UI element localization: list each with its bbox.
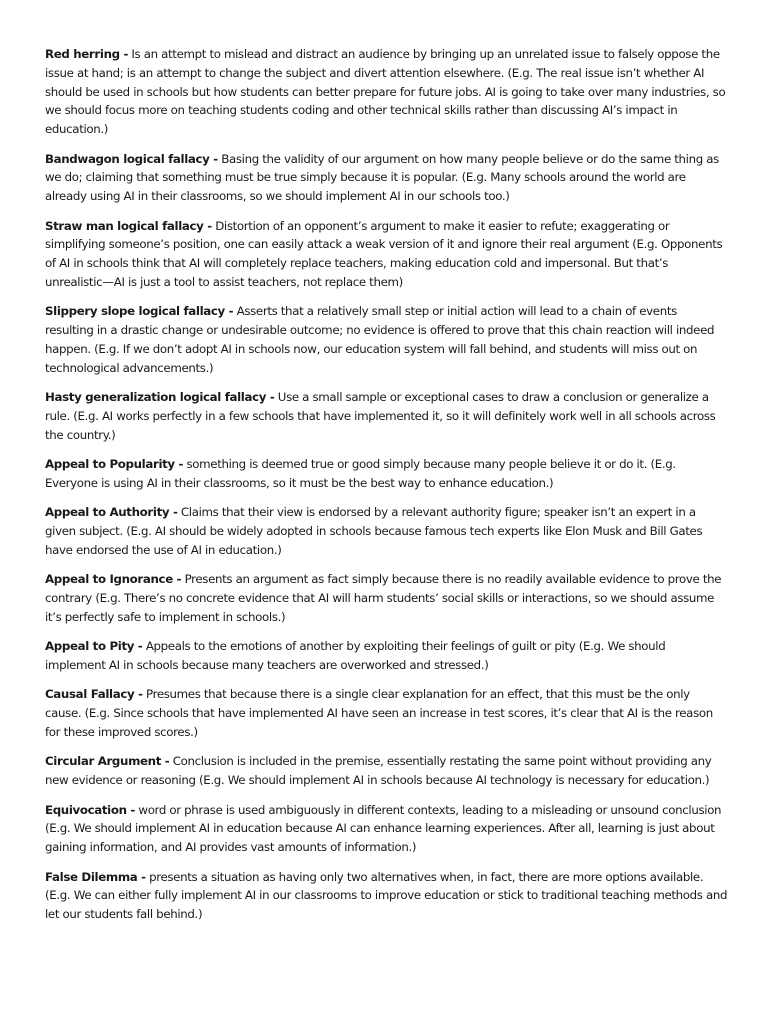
entry-definition: Presents an argument as fact simply because there is no readily available evidence to prove the contrary (E.g. There’s no concrete evidence that AI will harm students’ social skills or interactions, so we should assume it’s perfectly safe to implement in schools.) (45, 572, 722, 624)
entry-definition: Appeals to the emotions of another by exploiting their feelings of guilt or pity (E.g. We should implement AI in schools because many teachers are overworked and stressed.) (45, 639, 666, 673)
entry-definition: word or phrase is used ambiguously in different contexts, leading to a misleading or unsound conclusion (E.g. We should implement AI in education because AI can enhance learning experiences. After all, learning is just about gaining information, and AI provides vast amounts of information.) (45, 802, 722, 855)
entry-term: Red herring - (45, 47, 129, 61)
entry-definition: Distortion of an opponent’s argument to make it easier to refute; exaggerating or simplifying someone’s position, one can easily attack a weak version of it and ignore their real argument (E.g. Opponents of AI in schools think that AI will completely replace teachers, making education cold and impersonal. But that’s unrealistic—AI is just a tool to assist teachers, not replace them) (45, 218, 723, 289)
entry-term: Equivocation - (45, 802, 135, 817)
entry-definition: Asserts that a relatively small step or initial action will lead to a chain of events resulting in a drastic change or undesirable outcome; no evidence is offered to prove that this chain reaction will indeed happen. (E.g. If we don’t adopt AI in schools now, our education system will fall behind, and students will miss out on technological advancements.) (45, 304, 715, 375)
entry-term: Circular Argument - (45, 754, 170, 769)
entry-appeal-to-popularity (45, 455, 728, 493)
entry-equivocation (45, 801, 728, 857)
entry-circular-argument (45, 752, 728, 790)
entry-definition: Presumes that because there is a single clear explanation for an effect, that this must be the only cause. (E.g. Since schools that have implemented AI have seen an increase in test scores, it’s clear that AI is the reason for these improved scores.) (45, 687, 713, 740)
entry-false-dilemma (45, 868, 728, 924)
entry-definition: Is an attempt to mislead and distract an audience by bringing up an unrelated issue to falsely oppose the issue at hand; is an attempt to change the subject and divert attention elsewhere. (E.g. The real issue isn’t whether AI should be used in schools but how students can better prepare for future jobs. AI is going to take over many industries, so we should focus more on teaching students coding and other technical skills rather than discussing AI’s impact in education.) (45, 47, 726, 137)
entry-slippery-slope (45, 302, 728, 377)
entry-straw-man (45, 217, 728, 292)
entry-definition: something is deemed true or good simply because many people believe it or do it. (E.g. Everyone is using AI in their classrooms, so it must be the best way to enhance education.) (45, 457, 676, 490)
entry-definition: Claims that their view is endorsed by a relevant authority figure; speaker isn’t an expert in a given subject. (E.g. AI should be widely adopted in schools because famous tech experts like Elon Musk and Bill Gates have endorsed the use of AI in education.) (45, 505, 703, 557)
entry-hasty-generalization (45, 388, 728, 444)
entry-term: Appeal to Authority - (45, 505, 178, 520)
entry-term: Hasty generalization logical fallacy - (45, 390, 275, 405)
entry-appeal-to-ignorance (45, 570, 728, 626)
entry-term: Appeal to Popularity - (45, 457, 184, 472)
entry-appeal-to-pity (45, 637, 728, 675)
entry-term: Appeal to Pity - (45, 639, 143, 654)
entry-term: Appeal to Ignorance - (45, 572, 182, 587)
entry-term: Bandwagon logical fallacy - (45, 151, 218, 166)
entry-appeal-to-authority (45, 503, 728, 559)
entry-bandwagon (45, 150, 728, 206)
entry-definition: Basing the validity of our argument on how many people believe or do the same thing as we do; claiming that something must be true simply because it is popular. (E.g. Many schools around the world are already using AI in their classrooms, so we should implement AI in our schools too.) (45, 151, 719, 204)
entry-term: False Dilemma - (45, 869, 146, 884)
entry-term: Causal Fallacy - (45, 687, 143, 702)
entry-red-herring (45, 45, 728, 139)
entry-term: Straw man logical fallacy - (45, 218, 212, 233)
entry-definition: Use a small sample or exceptional cases to draw a conclusion or generalize a rule. (E.g. AI works perfectly in a few schools that have implemented it, so it will definitely work well in all schools across the country.) (45, 390, 716, 442)
entry-causal-fallacy (45, 685, 728, 741)
entry-term: Slippery slope logical fallacy - (45, 304, 234, 319)
entry-definition: presents a situation as having only two alternatives when, in fact, there are more options available. (E.g. We can either fully implement AI in our classrooms to improve education or stick to traditional teaching methods and let our students fall behind.) (45, 869, 728, 922)
entry-definition: Conclusion is included in the premise, essentially restating the same point without providing any new evidence or reasoning (E.g. We should implement AI in schools because AI technology is necessary for education.) (45, 754, 712, 788)
